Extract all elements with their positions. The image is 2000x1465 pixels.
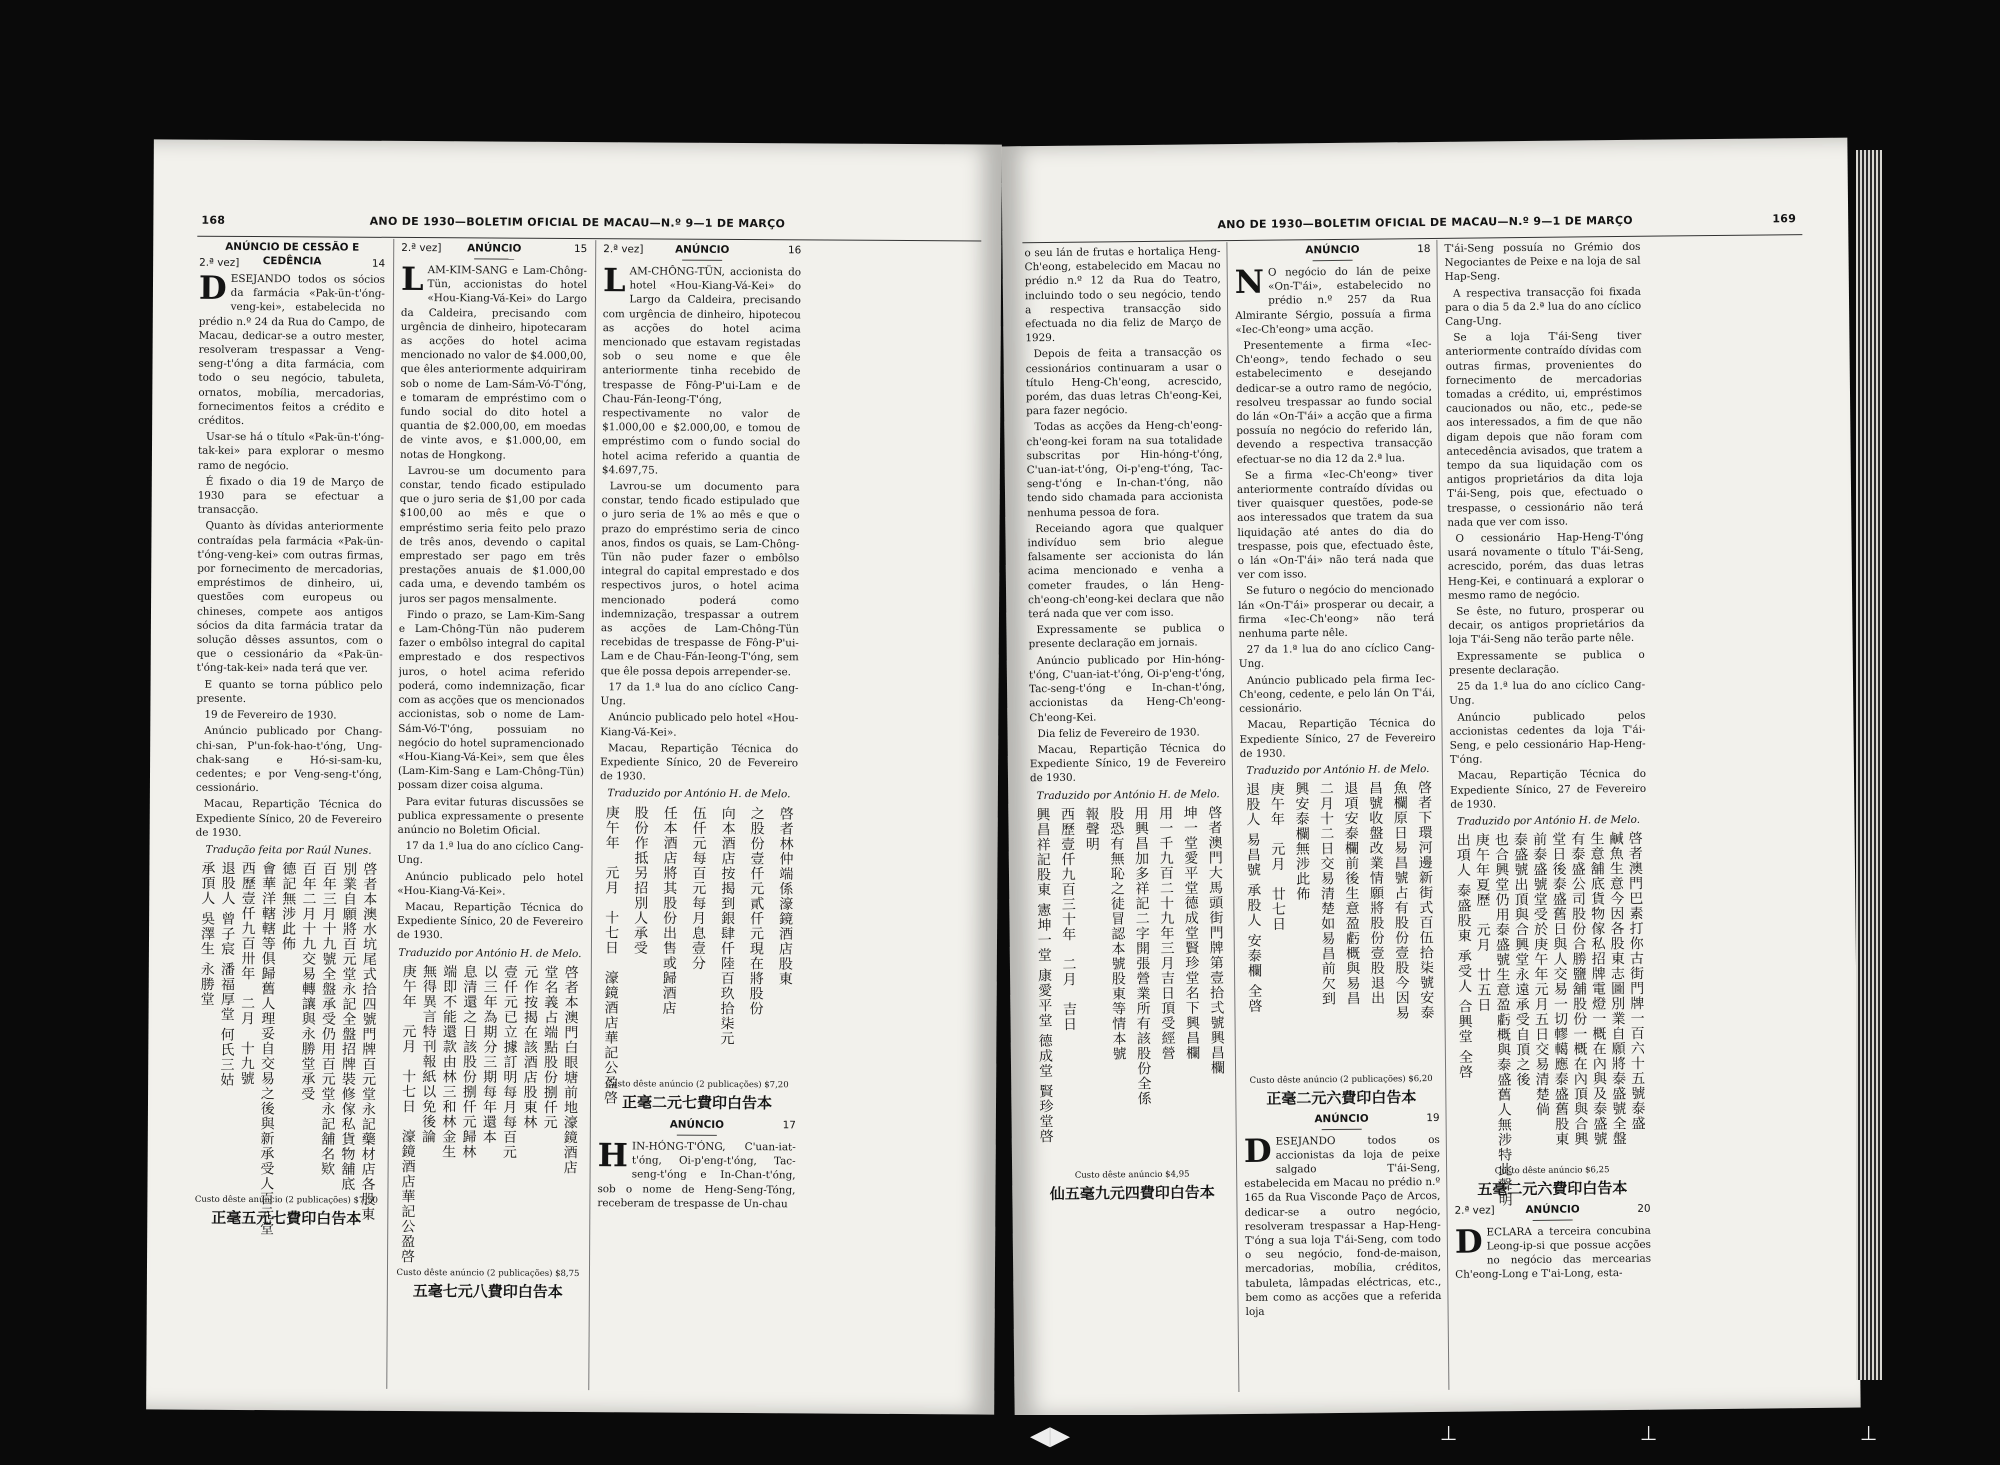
chinese-column: 退項安泰欄前後生意盈虧概與易昌 <box>1342 780 1361 1007</box>
paragraph: Para evitar futuras discussões se publica expressamente o presente anúncio no Boletim Oficial. <box>397 795 584 837</box>
chinese-column: 承頂人 吳澤生 永勝堂 <box>198 860 216 1007</box>
paragraph: o seu lán de frutas e hortaliça Heng-Ch'eong, estabelecido em Macau no prédio n.º 12 da Rua do Teatro, incluindo todo o seu negócio, tendo a respectiva transacção sido efectuada no dia feliz de Março de 1929. <box>1024 245 1222 345</box>
drop-cap: N <box>1234 262 1265 302</box>
chinese-column: 會華洋轄轄等俱歸舊人理妥自交易之後與新承受人百元堂 <box>257 861 277 1237</box>
drop-cap: D <box>1243 1131 1272 1170</box>
paragraph: Anúncio publicado pelos accionistas cedentes da loja T'ái-Seng, e pelo cessionário Hap-Heng-T'óng. <box>1449 709 1646 766</box>
chinese-column: 用興昌加多祥記二字開張營業所有該股份全係 <box>1132 805 1152 1106</box>
arrow-mark-icon: ◀▶ <box>1030 1421 1070 1451</box>
translator-credit: Traduzido por António H. de Melo. <box>607 787 791 801</box>
paragraph: Expressamente se publica o presente declaração em jornais. <box>1028 622 1225 651</box>
translator-credit: Traduzido por António H. de Melo. <box>398 946 582 960</box>
chinese-column: 興昌祥記股東 憲坤一堂 康愛平堂 德成堂 賢珍堂啓 <box>1034 806 1054 1144</box>
chinese-text-block <box>1240 780 1439 1072</box>
notice-16 <box>596 242 801 1393</box>
paragraph: Dia feliz de Fevereiro de 1930. <box>1037 726 1200 740</box>
paragraph: ECLARA a terceira concubina Leong-ip-si que possue acções no negócio das mercearias Ch'eong-Long e T'ai-Long, esta- <box>1455 1224 1652 1281</box>
notice-15 <box>394 241 587 1392</box>
page-right <box>1001 138 1860 1417</box>
notice-heading: ANÚNCIO <box>1314 1112 1369 1125</box>
drop-cap: D <box>1454 1222 1483 1261</box>
chinese-column: 昌號收盤改業情願將股份壹股退出 <box>1366 780 1386 1006</box>
paragraph: Anúncio publicado pela firma Iec-Ch'eong, cedente, e pelo lán On T'ái, cessionário. <box>1239 672 1436 716</box>
chinese-column: 興安泰欄無涉此佈 <box>1293 781 1311 902</box>
paragraph: É fixado o dia 19 de Março de 1930 para se efectuar a transacção. <box>197 475 384 517</box>
paragraph: Se êste, no futuro, prosperar ou decair, os antigos proprietários da loja T'ái-Seng não terão parte nêle. <box>1448 603 1645 647</box>
edition-mark: 2.ª vez] <box>603 243 644 256</box>
tick-mark-icon: ⊥ <box>1860 1421 1878 1445</box>
chinese-column: 前泰盛號堂受於庚午年元月五日交易清楚倘 <box>1531 831 1551 1118</box>
edition-mark: 2.ª vez] <box>401 241 442 255</box>
chinese-column: 庚午年 元月 廿七日 <box>1268 781 1287 932</box>
chinese-column: 伍仟元每百元每月息壹分 <box>689 805 707 971</box>
chinese-column: 庚午年 元月 十七日 濠鏡酒店華記公盈啓 <box>601 804 620 1105</box>
paragraph: Usar-se há o título «Pak-ün-t'óng-tak-kei» para explorar o mesmo ramo de negócio. <box>197 430 385 472</box>
paragraph: E quanto se torna público pelo presente. <box>196 678 383 705</box>
notice-cost: Custo dêste anúncio $4,95 <box>1074 1169 1190 1181</box>
chinese-column: 啓者林仲端係濠鏡酒店股東 <box>776 805 794 986</box>
notice-heading: ANÚNCIO <box>669 1118 725 1131</box>
chinese-column: 庚午年夏歷 元月 廿五日 <box>1473 832 1492 1013</box>
chinese-column: 端即不能還款由林三和林金生 <box>440 963 458 1160</box>
chinese-column: 息清還之日該股份捌仟元歸林 <box>460 964 478 1160</box>
translator-credit: Traduzido por António H. de Melo. <box>1246 762 1430 777</box>
price-stamp: 仙五毫九元四費印白告本 <box>1049 1183 1215 1203</box>
running-title-left: ANO DE 1930—BOLETIM OFICIAL DE MACAU—N.º 9—1 DE MARÇO <box>369 214 786 231</box>
short-rule <box>1533 1219 1573 1220</box>
paragraph: Macau, Repartição Técnica do Expediente Sínico, 19 de Fevereiro de 1930. <box>1029 742 1226 785</box>
price-stamp: 正毫二元七費印白告本 <box>621 1093 773 1112</box>
notice-number: 17 <box>782 1119 796 1132</box>
paragraph: Quanto às dívidas anteriormente contraídas pela farmácia «Pak-ün-t'óng-veng-kei» com outras firmas, por fornecimento de mercadorias, empréstimos de dinheiro, ui, questões com europeus ou chineses, compete aos antigos sócios da dita farmácia tratar da solução dêsses assuntos, com o que o cessionário da «Pak-ün-t'óng-tak-kei» nada terá que ver. <box>196 520 384 676</box>
chinese-column: 鹹魚生意今因各股東志圖別業自願將泰盛號全盤 <box>1607 831 1627 1147</box>
paragraph: Expressamente se publica o presente declaração. <box>1448 648 1645 677</box>
notice-cost: Custo dêste anúncio (2 publicações) $7,20 <box>605 1078 789 1090</box>
chinese-column: 百年二月十九交易轉讓與永勝堂承受 <box>299 861 317 1102</box>
translator-credit: Tradução feita por Raúl Nunes. <box>205 843 372 857</box>
notice-heading: ANÚNCIO <box>1305 243 1360 257</box>
page-left <box>146 139 1002 1414</box>
paragraph: Anúncio publicado pelo hotel «Hou-Kiang-Vá-Kei». <box>600 711 799 739</box>
chinese-text-block <box>1030 805 1230 1167</box>
paragraph: Lavrou-se um documento para constar, tendo ficado estipulado que o juro seria de 1% ao mês e que o prazo do empréstimo seria de cinco anos, findos os quais, se Lam-Chông-Tün não puder fazer o embôlso integral do capital emprestado e dos respectivos juros, o hotel acima mencionado poderá como indemnização, trespassar a outrem as acções de Lam-Chông-Tün recebidas de trespasse de Fông-P'ui-Lam e de Chau-Fán-Ieong-T'óng, sem que êle possa depois arrepender-se. <box>600 480 800 679</box>
notice-19-continued <box>1444 240 1652 1392</box>
paragraph: Se futuro o negócio do mencionado lán «On-T'ái» prosperar ou decair, a firma «Iec-Ch'eong» não terá nenhuma parte nêle. <box>1238 583 1435 641</box>
chinese-column: 退股人 易昌號 承股人 安泰欄 全啓 <box>1244 781 1263 1014</box>
chinese-column: 堂日後泰盛舊日與人交易一切轇轕應泰盛舊股東 <box>1550 831 1570 1147</box>
paragraph: Anúncio publicado por Chang-chi-san, P'un-fok-hao-t'óng, Ung-chak-sang e Hó-si-sam-ku, cedentes; e por Veng-seng-t'óng, cessionário. <box>195 725 383 795</box>
chinese-column: 坤一堂愛平堂德成堂賢珍堂名下興昌欄 <box>1181 805 1201 1061</box>
chinese-column: 百年三月十九號全盤承受仍用百元堂永記舖名欵 <box>319 861 337 1177</box>
price-stamp: 正毫二元六費印白告本 <box>1266 1088 1417 1109</box>
tick-mark-icon: ⊥ <box>1640 1421 1658 1445</box>
notice-number: 20 <box>1637 1202 1651 1215</box>
tick-mark-icon: ⊥ <box>1440 1421 1458 1445</box>
chinese-column: 生意舖底貨物傢私招牌電燈一概在內與及泰盛號 <box>1588 831 1608 1147</box>
notice-number: 15 <box>573 242 588 256</box>
notice-heading: ANÚNCIO <box>675 243 730 256</box>
paragraph: Se a firma «Iec-Ch'eong» tiver anteriormente contraído dívidas ou tiver quaisquer questões, pode-se aos interessados que tratem da sua liquidação até antes do dia do trespasse, pois que, efectuado êste, o lán «On-T'ái» não terá nada que ver com isso. <box>1236 467 1434 582</box>
short-rule <box>474 258 514 259</box>
notice-heading: ANÚNCIO <box>1525 1202 1580 1216</box>
chinese-column: 別業自願將百元堂永記全盤招牌裝修傢私貨物舖底 <box>339 861 358 1192</box>
running-header-left <box>153 211 1001 238</box>
chinese-column: 無得異言特刊報紙以免後論 <box>420 963 438 1144</box>
drop-cap: L <box>602 261 626 300</box>
paragraph: 25 da 1.ª lua do ano cíclico Cang-Ung. <box>1449 678 1646 708</box>
chinese-column: 啓者下環河邊新街式百伍拾柒號安泰 <box>1415 780 1435 1021</box>
paragraph: 27 da 1.ª lua do ano cíclico Cang-Ung. <box>1238 642 1435 671</box>
paragraph: ESEJANDO todos os sócios da farmácia «Pak-ün-t'óng-veng-kei», estabelecida no prédio n.º 24 da Rua do Campo, de Macau, dedicar-se a outro mester, resolveram trespassar a Veng-seng-t'óng a dita farmácia, com todo o seu negócio, tabuleta, ornatos, mobília, mercadorias, fornecimentos feitos a crédito e créditos. <box>198 272 386 428</box>
notice-number: 19 <box>1426 1111 1440 1124</box>
notice-18 <box>1234 242 1442 1394</box>
chinese-column: 啓者本澳水坑尾式拾四號門牌百元堂永記藥材店各股東 <box>359 861 378 1222</box>
edition-mark: 2.ª vez] <box>199 256 240 269</box>
chinese-column: 泰盛號出頂與合興堂永遠承受自頂之後 <box>1511 832 1531 1088</box>
short-rule <box>1322 1128 1362 1129</box>
paragraph: Presentemente a firma «Iec-Ch'eong», tendo fechado o seu estabelecimento e desejando dedicar-se a outro ramo de negócio, resolveu trespassar ao fundo social do lán «On-T'ái» a acção que a firma possuía no negócio do referido lán, devendo a respectiva transacção efectuar-se no dia 12 da 2.ª lua. <box>1235 337 1433 466</box>
paragraph: 17 da 1.ª lua do ano cíclico Cang-Ung. <box>397 840 584 867</box>
chinese-column: 西歷壹仟九百卅年 二月 十九號 <box>238 861 256 1087</box>
chinese-column: 出項人 泰盛股東 承受人 合興堂 全啓 <box>1454 832 1474 1080</box>
scanner-bottom-strip <box>0 1415 2000 1465</box>
notice-cost: Custo dêste anúncio $6,25 <box>1494 1165 1610 1177</box>
chinese-column: 以三年為期分三期每年還本 <box>480 964 498 1145</box>
chinese-text-block <box>395 964 583 1265</box>
paragraph: ESEJANDO todos os accionistas da loja de peixe salgado T'ái-Seng, estabelecida em Macau no prédio n.º 165 da Rua Visconde Paço de Arcos, dedicar-se a outro negócio, resolveram trespassar a Hap-Heng-T'óng a sua loja T'ái-Seng, com todo o seu negócio, fond-de-maison, mercadorias, mobília, créditos, tabuleta, lâmpadas eléctricas, etc., bem como as acções que a referida loja <box>1244 1133 1442 1318</box>
paragraph: AM-CHÔNG-TÜN, accionista do hotel «Hou-Kiang-Vá-Kei» do Largo da Caldeira, precisando com urgência de dinheiro, hipotecou as acções do hotel acima mencionado que estavam registadas sob o seu nome e que êle anteriormente tinha recebido de trespasse de Fông-P'ui-Lam e de Chau-Fán-Ieong-T'óng, respectivamente no valor de $1.000,00 e $2.000,00, e tomou de empréstimo com o fundo social do hotel acima referido a quantia de $4.697,75. <box>601 265 802 477</box>
drop-cap: D <box>198 268 227 307</box>
paragraph: Macau, Repartição Técnica do Expediente Sínico, 27 de Fevereiro de 1930. <box>1239 717 1436 760</box>
chinese-column: 二月十二日交易清楚如易昌前欠到 <box>1317 781 1337 1007</box>
paragraph: Todas as acções da Heng-ch'eong-ch'eong-kei foram na sua totalidade subscritas por Hin-hóng-t'óng, C'uan-iat-t'óng, Oi-p'eng-t'óng, Tac-seng-t'óng e In-chan-t'óng, não tendo sido chamada para accionista nenhuma pessoa de fora. <box>1026 419 1224 519</box>
chinese-column: 股份作抵另招別人承受 <box>631 804 649 955</box>
paragraph: O negócio do lán de peixe «On-T'ái», estabelecido no prédio n.º 257 da Rua Almirante Sérgio, possuía a firma «Iec-Ch'eong» uma acção. <box>1235 264 1432 336</box>
short-rule <box>677 1135 717 1136</box>
notice-number: 16 <box>787 244 802 257</box>
drop-cap: H <box>597 1136 629 1175</box>
paragraph: Se a loja T'ái-Seng tiver anteriormente contraído dívidas com outras firmas, provenientes do fornecimento de mercadorias tomadas a crédito, ui, empréstimos caucionados ou não, etc., pede-se aos interessados, a fim de que não digam depois que não foram com antecedência avisados, que tratem a tempo da sua liquidação com os antigos proprietários da dita loja T'ái-Seng, pois que, efectuado o trespasse, o cessionário não terá nada que ver com isso. <box>1445 329 1644 529</box>
paragraph: A respectiva transacção foi fixada para o dia 5 da 2.ª lua do ano cíclico Cang-Ung. <box>1445 285 1642 328</box>
chinese-column: 啓者澳門巴素打你古街門牌一百六十五號泰盛 <box>1626 830 1646 1132</box>
chinese-column: 報聲明 <box>1083 806 1100 852</box>
price-stamp: 正毫五元七費印白告本 <box>211 1209 362 1229</box>
paragraph: 17 da 1.ª lua do ano cíclico Cang-Ung. <box>600 681 799 708</box>
notice-17-continued <box>1024 244 1232 1396</box>
price-stamp: 五毫二元六費印白告本 <box>1477 1179 1628 1199</box>
paragraph: Anúncio publicado pelo hotel «Hou-Kiang-Vá-Kei». <box>397 870 584 898</box>
chinese-column: 向本酒店按揭到銀肆仟陸百玖拾柒元 <box>718 805 736 1046</box>
translator-credit: Traduzido por António H. de Melo. <box>1036 787 1220 802</box>
chinese-column: 庚午年 元月 十七日 濠鏡酒店華記公盈啓 <box>399 963 417 1264</box>
chinese-column: 有泰盛公司股份合勝鹽舖股份一概在內頂與合興 <box>1569 831 1589 1147</box>
chinese-column: 壹仟元已立據訂明每月每百元 <box>500 964 519 1160</box>
chinese-column: 退股人 曾子宸 潘福厚堂 何氏三姑 <box>218 860 236 1088</box>
running-title-right: ANO DE 1930—BOLETIM OFICIAL DE MACAU—N.º 9—1 DE MARÇO <box>1217 213 1634 232</box>
paragraph: Receiando agora que qualquer indivíduo sem brio alegue falsamente ser accionista do lán acima mencionado e venha a cometer fraudes, o lán Heng-ch'eong-ch'eong-kei declara que não terá nada que ver com isso. <box>1027 521 1225 621</box>
paragraph: T'ái-Seng possuía no Grémio dos Negociantes de Peixe e na loja de sal Hap-Seng. <box>1444 240 1641 284</box>
column-divider <box>386 239 394 1389</box>
paragraph: Macau, Repartição Técnica do Expediente Sínico, 20 de Fevereiro de 1930. <box>599 741 799 783</box>
chinese-column: 用一千九百二十九年三月吉日頂受經營 <box>1157 805 1176 1061</box>
chinese-column: 啓者本澳門白眼塘前地濠鏡酒店 <box>561 964 579 1175</box>
notice-14 <box>192 240 385 1391</box>
chinese-column: 股恐有無恥之徒冒認本號股東等情本號 <box>1107 805 1127 1062</box>
column-divider <box>588 240 596 1390</box>
paragraph: Anúncio publicado por Hin-hóng-t'óng, C'uan-iat-t'óng, Oi-p'eng-t'óng, Tac-seng-t'óng e In-chan-t'óng, accionistas da Heng-Ch'eong-Ch'eong-Kei. <box>1028 652 1226 724</box>
paragraph: Findo o prazo, se Lam-Kim-Sang e Lam-Chông-Tün não puderem fazer o embôlso integral do capital emprestado e dos respectivos juros, o hotel acima referido poderá, como indemnização, ficar com as acções que os mencionados accionistas, sob o nome de Lam-Sám-Vó-T'óng, possuiam no negócio do hotel supramencionado «Hou-Kiang-Vá-Kei», sem que êles (Lam-Kim-Sang e Lam-Chông-Tün) possam dizer coisa alguma. <box>397 608 586 793</box>
notice-heading: ANÚNCIO <box>467 242 522 255</box>
chinese-column: 之股份壹仟元貳仟元現在將股份 <box>747 805 765 1016</box>
paragraph: Macau, Repartição Técnica do Expediente Sínico, 20 de Fevereiro de 1930. <box>396 900 584 942</box>
translator-credit: Traduzido por António H. de Melo. <box>1456 813 1641 828</box>
chinese-column: 魚欄原日易昌號占有股份壹股今因易 <box>1391 780 1410 1021</box>
page-number-left: 168 <box>201 213 226 227</box>
paragraph: AM-KIM-SANG e Lam-Chông-Tün, accionistas do hotel «Hou-Kiang-Vá-Kei» do Largo da Caldeira, precisando com urgência de dinheiro, hipotecaram as acções do hotel acima mencionado no valor de $4.000,00, que êles anteriormente adquiriram sob o nome de Lam-Sám-Vó-T'óng, e tomaram de empréstimo com o fundo social do dito hotel a quantia de $2.000,00, em moedas de vinte avos, e $1.000,00, em notas de Hongkong. <box>399 264 588 462</box>
paragraph: 19 de Fevereiro de 1930. <box>204 708 337 722</box>
paragraph: Depois de feita a transacção os cessionários continuaram a usar o título Heng-Ch'eong, acrescido, porém, das duas letras Ch'eong-Kei, para fazer negócio. <box>1025 346 1223 418</box>
chinese-column: 也合興堂仍用泰盛號生意盈虧概與泰盛舊人無涉特此聲明 <box>1492 832 1513 1208</box>
paragraph: IN-HÓNG-T'ÓNG, C'uan-iat-t'óng, Oi-p'eng-t'óng, Tac-seng-t'óng e In-Chan-t'óng, sob o nome de Heng-Seng-Tóng, receberam de trespasse de Un-chau <box>597 1140 796 1211</box>
short-rule <box>682 260 722 261</box>
chinese-column: 元作按揭在該酒店股東林 <box>521 964 539 1130</box>
notice-cost: Custo dêste anúncio (2 publicações) $8,75 <box>396 1267 580 1279</box>
edition-mark: 2.ª vez] <box>1454 1203 1495 1217</box>
page-edge-stack <box>1856 150 1882 1380</box>
notice-heading: ANÚNCIO DE CESSÃO E CEDÊNCIA <box>225 240 360 268</box>
paragraph: Lavrou-se um documento para constar, tendo ficado estipulado que o juro seria de $1,00 por cada $100,00 ao mês e que o empréstimo seria feito pelo prazo de três anos, devendo o capital emprestado ser pago em três prestações anuais de $1.000,00 cada uma, e devendo também os juros ser pagos mensalmente. <box>399 464 586 606</box>
paragraph: O cessionário Hap-Heng-T'óng usará novamente o título T'ái-Seng, acrescido, porém, das duas letras Heng-Kei, e continuará a explorar o mesmo ramo de negócio. <box>1447 530 1645 602</box>
chinese-column: 堂名義占端點股份捌仟元 <box>541 964 559 1130</box>
short-rule <box>1313 260 1353 261</box>
drop-cap: L <box>400 259 424 299</box>
paragraph: Macau, Repartição Técnica do Expediente Sínico, 20 de Fevereiro de 1930. <box>195 798 382 839</box>
price-stamp: 五毫七元八費印白告本 <box>412 1281 563 1301</box>
notice-number: 18 <box>1417 242 1431 256</box>
paragraph: Macau, Repartição Técnica do Expediente Sínico, 27 de Fevereiro de 1930. <box>1450 768 1647 811</box>
page-number-right: 169 <box>1772 212 1797 226</box>
chinese-column: 西歷壹仟九百三十年 二月 吉日 <box>1058 806 1078 1032</box>
chinese-column: 德記無涉此佈 <box>279 861 297 952</box>
notice-cost: Custo dêste anúncio (2 publicações) $6,20 <box>1249 1074 1433 1087</box>
chinese-column: 任本酒店將其股份出售或歸酒店 <box>660 805 678 1016</box>
notice-number: 14 <box>371 257 386 270</box>
notice-cost: Custo dêste anúncio (2 publicações) $7,50 <box>194 1194 378 1206</box>
chinese-column: 啓者澳門大馬頭街門牌第壹拾弍號興昌欄 <box>1206 804 1226 1076</box>
